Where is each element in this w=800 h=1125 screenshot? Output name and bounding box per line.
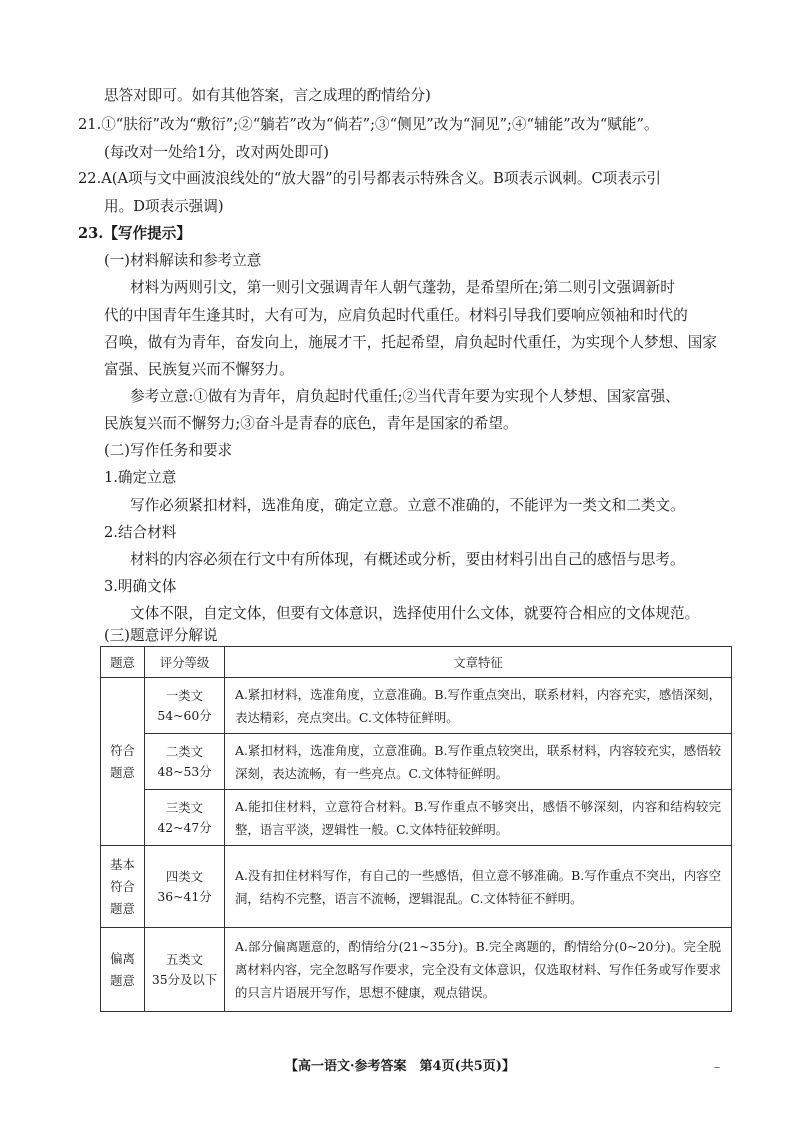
table-row [101, 928, 732, 1012]
table-header: 题意 [101, 647, 145, 678]
answer-22: 22.A(A项与文中画波浪线处的“放大器”的引号都表示特殊含义。B项表示讽刺。C项表示引 [78, 170, 661, 187]
table-header: 文章特征 [225, 647, 732, 678]
features-cell: A.紧扣材料，选准角度，立意准确。B.写作重点较突出，联系材料，内容较充实，感悟较深刻，表达流畅，有一些亮点。C.文体特征鲜明。 [225, 734, 732, 790]
paragraph-line: 写作必须紧扣材料，选准角度，确定立意。立意不准确的，不能评为一类文和二类文。 [130, 497, 685, 514]
table-row [101, 846, 732, 928]
table-row [101, 678, 732, 734]
subsection-heading: 3.明确文体 [104, 578, 177, 595]
answer-21: 21.①“肤衍”改为“敷衍”;②“躺若”改为“倘若”;③“侧见”改为“洞见”;④“辅能”改为“赋能”。 [78, 116, 659, 133]
paragraph-line: 材料的内容必须在行文中有所体现，有概述或分析，要由材料引出自己的感悟与思考。 [130, 551, 685, 568]
corner-mark: – [714, 1060, 720, 1074]
level-cell [145, 846, 225, 928]
paragraph-line: 代的中国青年生逢其时，大有可为，应肩负起时代重任。材料引导我们要响应领袖和时代的 [104, 307, 688, 324]
paragraph-line: 文体不限，自定文体，但要有文体意识，选择使用什么文体，就要符合相应的文体规范。 [130, 605, 700, 622]
level-cell [145, 734, 225, 790]
table-header-row [101, 647, 732, 678]
page-footer: 【高一语文·参考答案 第4页(共5页)】 [285, 1059, 515, 1074]
features-cell: A.部分偏离题意的，酌情给分(21~35分)。B.完全离题的，酌情给分(0~20分)。完全脱离材料内容，完全忽略写作要求，完全没有文体意识，仅选取材料、写作任务或写作要求的只言片语展开写作，思想不健康，观点错误。 [225, 928, 732, 1012]
subsection-heading: 1.确定立意 [104, 469, 177, 486]
paragraph-line: 召唤，做有为青年，奋发向上，施展才干，托起希望，肩负起时代重任，为实现个人梦想、国家 [104, 334, 717, 351]
score-range: 48~53分 [157, 763, 212, 779]
table-row [101, 734, 732, 790]
section-heading: (一)材料解读和参考立意 [104, 252, 262, 269]
scoring-table [100, 646, 732, 1012]
level-name: 二类文 [165, 743, 204, 759]
text-line: 思答对即可。如有其他答案，言之成理的酌情给分) [104, 87, 431, 104]
paragraph-line: 富强、民族复兴而不懈努力。 [104, 361, 294, 378]
score-range: 42~47分 [157, 819, 212, 835]
level-name: 一类文 [165, 687, 204, 703]
level-name: 三类文 [165, 799, 204, 815]
subsection-heading: 2.结合材料 [104, 524, 177, 541]
category-cell: 符合 题意 [101, 678, 145, 846]
table-header: 评分等级 [145, 647, 225, 678]
section-heading: (二)写作任务和要求 [104, 442, 233, 459]
level-name: 五类文 [165, 951, 204, 967]
level-cell [145, 928, 225, 1012]
text-line: (每改对一处给1分，改对两处即可) [104, 144, 329, 161]
features-cell: A.能扣住材料，立意符合材料。B.写作重点不够突出，感悟不够深刻，内容和结构较完整，语言平淡，逻辑性一般。C.文体特征较鲜明。 [225, 790, 732, 846]
level-cell [145, 790, 225, 846]
table-row [101, 790, 732, 846]
category-cell: 基本 符合 题意 [101, 846, 145, 928]
text-line: 用。D项表示强调) [104, 198, 224, 215]
features-cell: A.没有扣住材料写作，有自己的一些感悟，但立意不够准确。B.写作重点不突出，内容空洞，结构不完整，语言不流畅，逻辑混乱。C.文体特征不鲜明。 [225, 846, 732, 928]
score-range: 35分及以下 [151, 971, 218, 987]
paragraph-line: 民族复兴而不懈努力;③奋斗是青春的底色，青年是国家的希望。 [104, 415, 518, 432]
score-range: 54~60分 [157, 707, 212, 723]
category-cell: 偏离 题意 [101, 928, 145, 1012]
score-range: 36~41分 [157, 888, 212, 904]
features-cell: A.紧扣材料，选准角度，立意准确。B.写作重点突出，联系材料，内容充实，感悟深刻，表达精彩，亮点突出。C.文体特征鲜明。 [225, 678, 732, 734]
paragraph-line: 参考立意:①做有为青年，肩负起时代重任;②当代青年要为实现个人梦想、国家富强、 [130, 388, 680, 405]
paragraph-line: 材料为两则引文，第一则引文强调青年人朝气蓬勃，是希望所在;第二则引文强调新时 [130, 279, 675, 296]
level-cell [145, 678, 225, 734]
answer-23-heading: 23.【写作提示】 [78, 225, 191, 242]
level-name: 四类文 [165, 868, 204, 884]
section-heading: (三)题意评分解说 [104, 627, 218, 644]
